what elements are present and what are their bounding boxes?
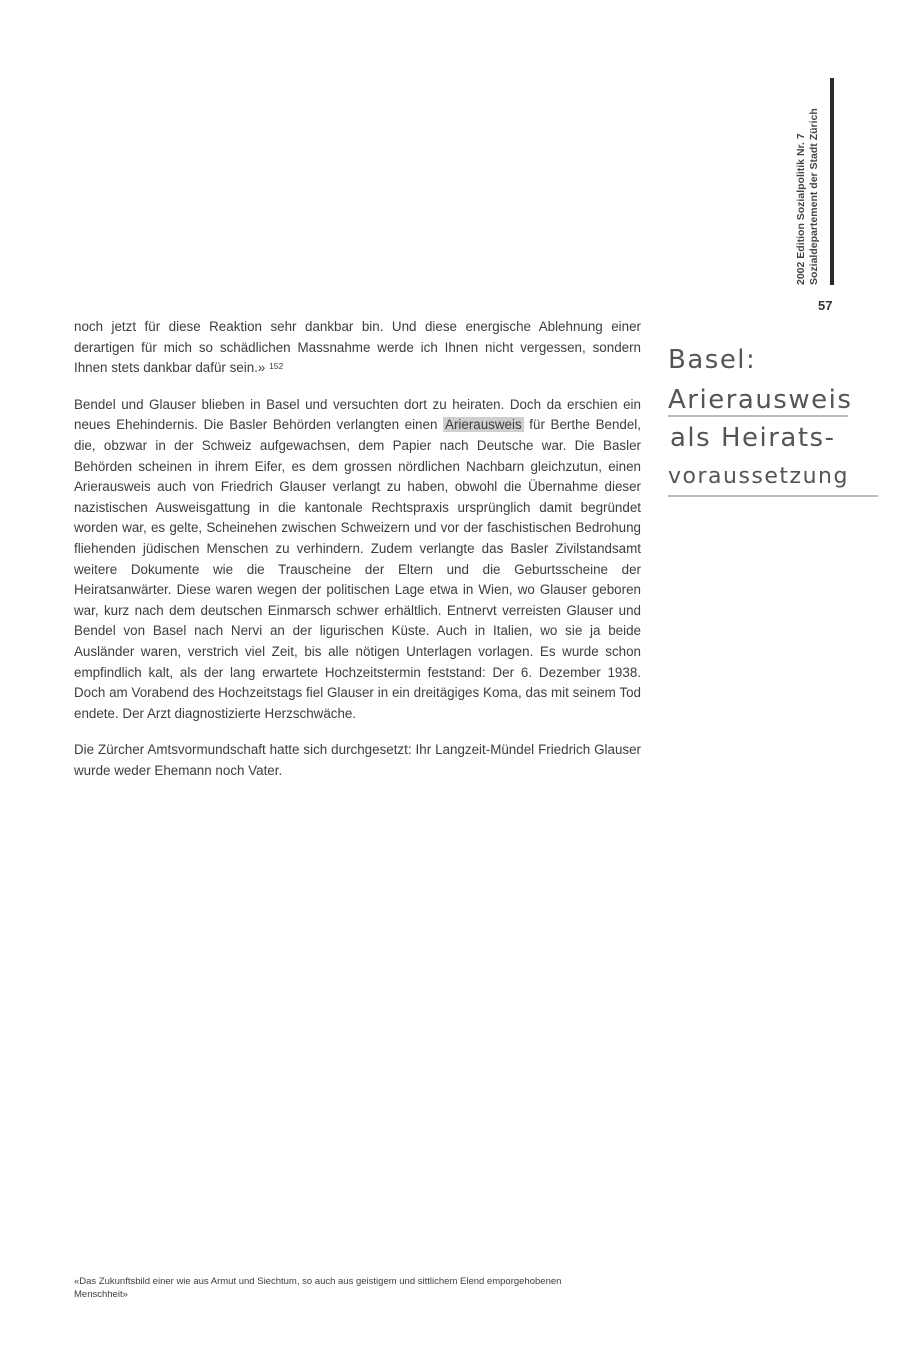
paragraph-2-before: Bendel und Glauser blieben in Basel und versuchten dort zu heiraten. Doch da erschien ein neues Ehehindernis. Die Basler Behörden verlangten einen — [74, 396, 641, 433]
footnote-ref: 152 — [269, 361, 284, 372]
paragraph-1-text: noch jetzt für diese Reaktion sehr dankbar bin. Und diese energische Ablehnung einer derartigen für mich so schädlichen Massnahme werde ich Ihnen nicht vergessen, sondern Ihnen stets dankbar dafür sein.» — [74, 319, 641, 376]
footer-quote: «Das Zukunftsbild einer wie aus Armut und Siechtum, so auch aus geistigem und sittlichem Elend emporgehobenen Menschheit» — [74, 1276, 562, 1300]
paragraph-2 — [74, 395, 641, 725]
paragraph-3-text: Die Zürcher Amtsvormundschaft hatte sich durchgesetzt: Ihr Langzeit-Mündel Friedrich Glauser wurde weder Ehemann noch Vater. — [74, 742, 641, 778]
side-header-bar — [830, 78, 834, 285]
note-line-2: Arierausweis — [668, 385, 853, 415]
body-text — [74, 317, 641, 797]
edition-label: 2002 Edition Sozialpolitik Nr. 7 — [795, 133, 807, 285]
margin-note-svg — [668, 338, 888, 508]
paragraph-3 — [74, 740, 641, 781]
highlighted-term: Arierausweis — [445, 417, 522, 433]
paragraph-1 — [74, 317, 641, 379]
note-line-3: als Heirats- — [670, 423, 836, 453]
page-number: 57 — [818, 298, 833, 313]
paragraph-2-after: für Berthe Bendel, die, obzwar in der Schweiz aufgewachsen, dem Papier nach Deutsche war. Die Basler Behörden scheinen in ihrem Eifer, es dem grossen nördlichen Nachbarn gleichzutun, einen Arierausweis auch von Friedrich Glauser verlangt zu haben, obwohl die Übernahme dieser nazistischen Ausweisgattung in die kantonale Rechtspraxis ursprünglich damit begründet worden war, es gelte, Scheinehen zwischen Schweizern und vor der faschistischen Bedrohung fliehenden jüdischen Menschen zu verhindern. Zudem verlangte das Basler Zivilstandsamt weitere Dokumente wie die Trauscheine der Eltern und die Geburtsscheine der Heiratsanwärter. Diese waren wegen der politischen Lage etwa in Wien, wo Glauser geboren war, kurz nach dem deutschen Einmarsch schwer erhältlich. Entnervt verreisten Glauser und Bendel von Basel nach Nervi an der ligurischen Küste. Auch in Italien, wo sie ja beide Ausländer waren, verstrich viel Zeit, bis alle nötigen Unterlagen vorlagen. Es wurde schon empfindlich kalt, als der lang erwartete Hochzeitstermin feststand: Der 6. Dezember 1938. Doch am Vorabend des Hochzeitstags fiel Glauser in ein dreitägiges Koma, das mit seinem Tod endete. Der Arzt diagnostizierte Herzschwäche. — [74, 417, 641, 721]
note-line-1: Basel: — [668, 345, 757, 375]
handwritten-margin-note — [668, 338, 888, 508]
note-line-4: voraussetzung — [668, 464, 849, 489]
department-label: Sozialdepartement der Stadt Zürich — [808, 108, 820, 285]
